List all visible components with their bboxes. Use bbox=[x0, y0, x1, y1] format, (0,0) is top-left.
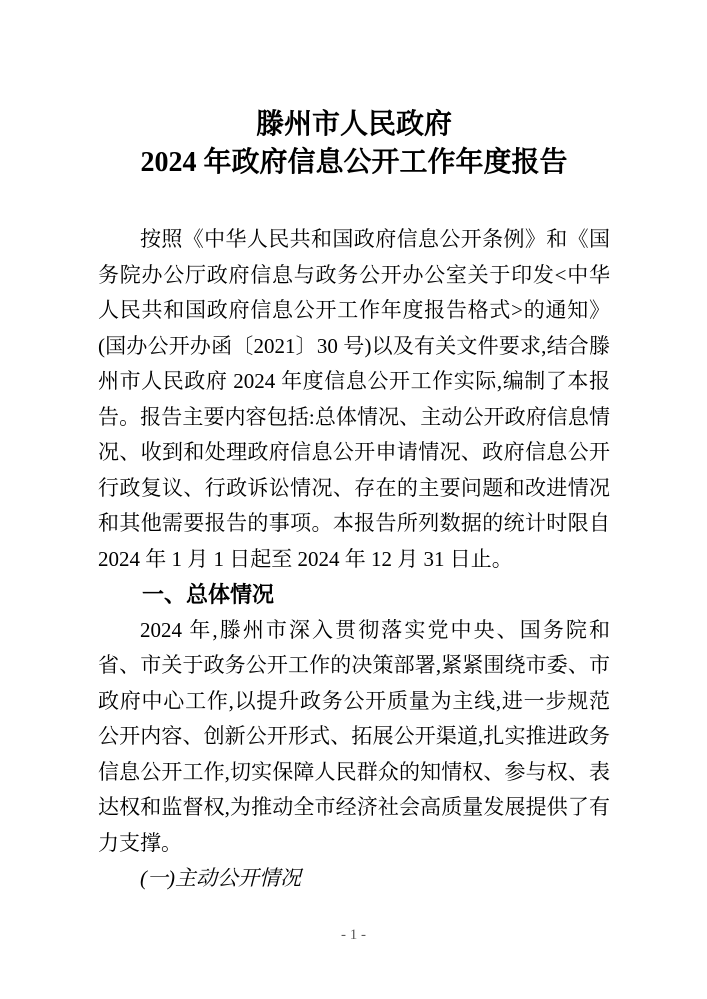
section-heading-overall-situation: 一、总体情况 bbox=[142, 582, 275, 607]
section-paragraph-overall-situation: 2024 年,滕州市深入贯彻落实党中央、国务院和省、市关于政务公开工作的决策部署,紧紧围绕市委、市政府中心工作,以提升政务公开质量为主线,进一步规范公开内容、创新公开形式、拓展公开渠道,扎实推进政务信息公开工作,切实保障人民群众的知情权、参与权、表达权和监督权,为推动全市经济社会高质量发展提供了有力支撑。 bbox=[98, 617, 610, 855]
subsection-heading-proactive-disclosure: (一)主动公开情况 bbox=[140, 866, 301, 890]
document-body bbox=[98, 222, 610, 897]
page-content bbox=[98, 106, 610, 897]
title-line-2: 2024 年政府信息公开工作年度报告 bbox=[140, 147, 568, 178]
page-footer bbox=[0, 926, 707, 944]
document-title bbox=[98, 106, 610, 182]
title-line-1: 滕州市人民政府 bbox=[255, 109, 452, 140]
page-number: - 1 - bbox=[341, 927, 366, 943]
intro-paragraph: 按照《中华人民共和国政府信息公开条例》和《国务院办公厅政府信息与政务公开办公室关于印发<中华人民共和国政府信息公开工作年度报告格式>的通知》(国办公开办函〔2021〕30 号)以及有关文件要求,结合滕州市人民政府 2024 年度信息公开工作实际,编制了本报告。报告主要内容包括:总体情况、主动公开政府信息情况、收到和处理政府信息公开申请情况、政府信息公开行政复议、行政诉讼情况、存在的主要问题和改进情况和其他需要报告的事项。本报告所列数据的统计时限自 2024 年 1 月 1 日起至 2024 年 12 月 31 日止。 bbox=[98, 227, 610, 571]
